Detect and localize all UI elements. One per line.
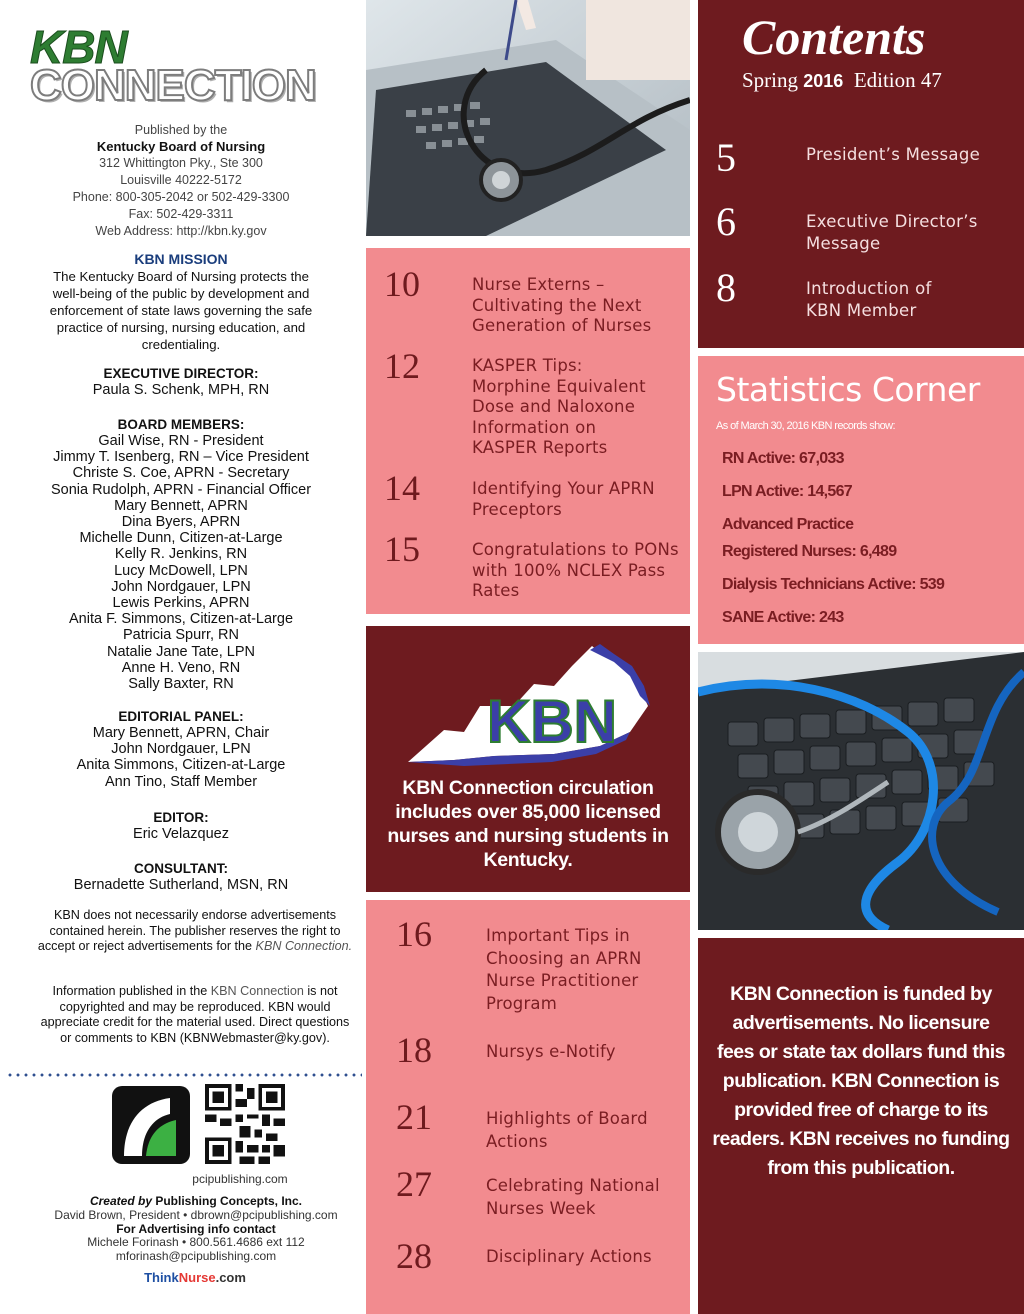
contents-entry-title[interactable]: Nursys e-Notify <box>486 1042 616 1061</box>
contents-page-number: 5 <box>716 135 736 180</box>
pci-url[interactable]: pcipublishing.com <box>192 1172 288 1186</box>
contents-page-number: 12 <box>384 346 420 386</box>
contents-page-number: 14 <box>384 468 420 508</box>
statistic-item: Registered Nurses: 6,489 <box>722 543 897 560</box>
dotcom-text: .com <box>215 1270 246 1285</box>
contents-page-number: 8 <box>716 265 736 310</box>
masthead-column <box>0 0 362 1314</box>
credit-email: mforinash@pcipublishing.com <box>115 1249 277 1264</box>
board-member: Kelly R. Jenkins, RN <box>114 546 248 563</box>
credit-advertising: For Advertising info contact <box>116 1221 276 1236</box>
editorial-heading: EDITORIAL PANEL: <box>118 709 244 724</box>
credit-president: David Brown, President • dbrown@pcipublishing.com <box>54 1207 338 1222</box>
editor-name: Eric Velazquez <box>133 826 229 842</box>
season: Spring <box>742 68 799 92</box>
think-text: Think <box>144 1270 179 1285</box>
contents-entry-title[interactable]: Congratulations to PONs with 100% NCLEX Pass Rates <box>472 540 679 600</box>
editorial-member: Mary Bennett, APRN, Chair <box>92 725 270 741</box>
board-member: Lucy McDowell, LPN <box>114 562 248 579</box>
mission-text: The Kentucky Board of Nursing protects the well-being of the public by development and enforcement of state laws governing the safe practice of nursing, nursing education, and credentialing. <box>49 269 313 352</box>
dotted-divider <box>6 1072 362 1078</box>
contents-entry-title[interactable]: President’s Message <box>806 145 981 164</box>
nurse-text: Nurse <box>178 1270 216 1285</box>
publication-name-2: KBN Connection <box>210 984 304 998</box>
year: 2016 <box>803 71 844 91</box>
contents-entry-title[interactable]: KASPER Tips: Morphine Equivalent Dose and Naloxone Information on KASPER Reports <box>472 356 646 457</box>
contents-page-number: 16 <box>396 914 432 954</box>
contents-entry-title[interactable]: Important Tips in Choosing an APRN Nurse Practitioner Program <box>486 926 642 1013</box>
statistic-item: LPN Active: 14,567 <box>722 483 852 500</box>
editorial-member: Anita Simmons, Citizen-at-Large <box>76 757 286 774</box>
board-member: Sonia Rudolph, APRN - Financial Officer <box>50 481 312 498</box>
consultant-name: Bernadette Sutherland, MSN, RN <box>73 877 289 893</box>
editorial-block <box>0 708 362 790</box>
board-member: Michelle Dunn, Citizen-at-Large <box>79 530 283 547</box>
pci-logo-icon <box>110 1084 192 1166</box>
board-member: Natalie Jane Tate, LPN <box>106 643 256 660</box>
contents-entry-title[interactable]: Celebrating National Nurses Week <box>486 1176 660 1218</box>
executive-name: Paula S. Schenk, MPH, RN <box>92 382 270 398</box>
contents-entry-title[interactable]: Identifying Your APRN Preceptors <box>472 479 655 519</box>
keyboard-stethoscope-photo <box>698 652 1024 930</box>
published-by: Published by the <box>134 123 228 137</box>
disclaimer-text: KBN does not necessarily endorse advertisements contained herein. The publisher reserves the right to accept or reject advertisements for the <box>37 908 341 954</box>
statistic-item: Dialysis Technicians Active: 539 <box>722 576 945 593</box>
board-members-list <box>0 433 362 692</box>
editorial-members-list <box>0 725 362 790</box>
copyright-text-b: is not copyrighted and may be reproduced. KBN would appreciate credit for the material used. Direct questions or comments to KBN (KBNWebmaster@ky.gov). <box>40 984 350 1045</box>
board-member: Christe S. Coe, APRN - Secretary <box>72 465 290 482</box>
disclaimer-copyright <box>34 984 356 1046</box>
mission-heading: KBN MISSION <box>134 251 228 267</box>
statistics-title: Statistics Corner <box>716 370 980 409</box>
edition-number: Edition 47 <box>853 68 942 92</box>
editor-block <box>0 809 362 842</box>
fax: Fax: 502-429-3311 <box>128 207 234 221</box>
contents-entry-title[interactable]: Introduction of KBN Member <box>806 279 932 320</box>
qr-code-icon <box>205 1084 285 1164</box>
logo-kbn-text: KBN <box>487 688 617 755</box>
consultant-block <box>0 860 362 893</box>
contents-page-number: 18 <box>396 1030 432 1070</box>
statistic-item: SANE Active: 243 <box>722 609 844 626</box>
laptop-stethoscope-photo <box>366 0 690 236</box>
created-by-label: Created by <box>89 1194 152 1208</box>
logo-kbn: KBN <box>30 21 127 73</box>
phone: Phone: 800-305-2042 or 502-429-3300 <box>72 190 290 204</box>
funding-text: KBN Connection is funded by advertisements. No licensure fees or state tax dollars fund this publication. KBN Connection is provided free of charge to its readers. KBN receives no funding from this publication. <box>712 983 1010 1179</box>
statistics-subtitle: As of March 30, 2016 KBN records show: <box>716 420 895 432</box>
disclaimer-advertising <box>34 908 356 955</box>
board-heading: BOARD MEMBERS: <box>117 417 245 432</box>
publication-name: KBN Connection. <box>255 939 353 954</box>
statistic-item: Advanced Practice <box>722 516 854 533</box>
contents-entry-title[interactable]: Executive Director’s Message <box>806 212 978 253</box>
editor-heading: EDITOR: <box>153 810 209 825</box>
board-member: Gail Wise, RN - President <box>98 433 264 449</box>
board-member: Sally Baxter, RN <box>128 676 234 693</box>
contents-entry-title[interactable]: Nurse Externs – Cultivating the Next Generation of Nurses <box>472 275 652 335</box>
board-member: Patricia Spurr, RN <box>122 627 240 644</box>
address-line1: 312 Whittington Pky., Ste 300 <box>99 156 263 170</box>
edition-line <box>742 68 942 93</box>
logo-connection: CONNECTION <box>30 61 316 110</box>
created-by-name: Publishing Concepts, Inc. <box>152 1194 303 1208</box>
board-member: Anne H. Veno, RN <box>121 659 241 676</box>
board-member: Anita F. Simmons, Citizen-at-Large <box>68 611 294 628</box>
consultant-heading: CONSULTANT: <box>134 861 228 876</box>
editorial-member: Ann Tino, Staff Member <box>104 773 258 790</box>
contents-entry-title[interactable]: Highlights of Board Actions <box>486 1109 648 1151</box>
board-member: John Nordgauer, LPN <box>111 578 251 595</box>
board-member: Lewis Perkins, APRN <box>112 595 250 612</box>
statistic-item: RN Active: 67,033 <box>722 450 844 467</box>
credit-contact: Michele Forinash • 800.561.4686 ext 112 <box>87 1235 305 1250</box>
contents-entry-title[interactable]: Disciplinary Actions <box>486 1247 652 1266</box>
editorial-member: John Nordgauer, LPN <box>111 741 251 758</box>
contents-page-number: 28 <box>396 1236 432 1276</box>
executive-heading: EXECUTIVE DIRECTOR: <box>103 366 259 381</box>
executive-block <box>0 365 362 398</box>
contents-page-number: 27 <box>396 1164 432 1204</box>
contents-title: Contents <box>742 9 926 65</box>
board-block <box>0 416 362 692</box>
circulation-text: KBN Connection circulation includes over 85,000 licensed nurses and nursing students in Kentucky. <box>387 777 669 871</box>
board-member: Jimmy T. Isenberg, RN – Vice President <box>53 449 309 466</box>
publisher-credits <box>0 1195 392 1264</box>
board-member: Dina Byers, APRN <box>121 514 241 531</box>
contents-page-number: 10 <box>384 264 420 304</box>
kentucky-map-logo-icon <box>404 636 652 768</box>
thinknurse-link[interactable] <box>0 1270 390 1285</box>
contents-page-number: 21 <box>396 1097 432 1137</box>
address-line2: Louisville 40222-5172 <box>120 173 242 187</box>
publisher-org: Kentucky Board of Nursing <box>96 139 266 154</box>
copyright-text-a: Information published in the <box>52 984 211 998</box>
web-address[interactable]: Web Address: http://kbn.ky.gov <box>95 224 267 238</box>
board-member: Mary Bennett, APRN <box>114 497 248 514</box>
contents-page-number: 15 <box>384 529 420 569</box>
contents-page-number: 6 <box>716 199 736 244</box>
